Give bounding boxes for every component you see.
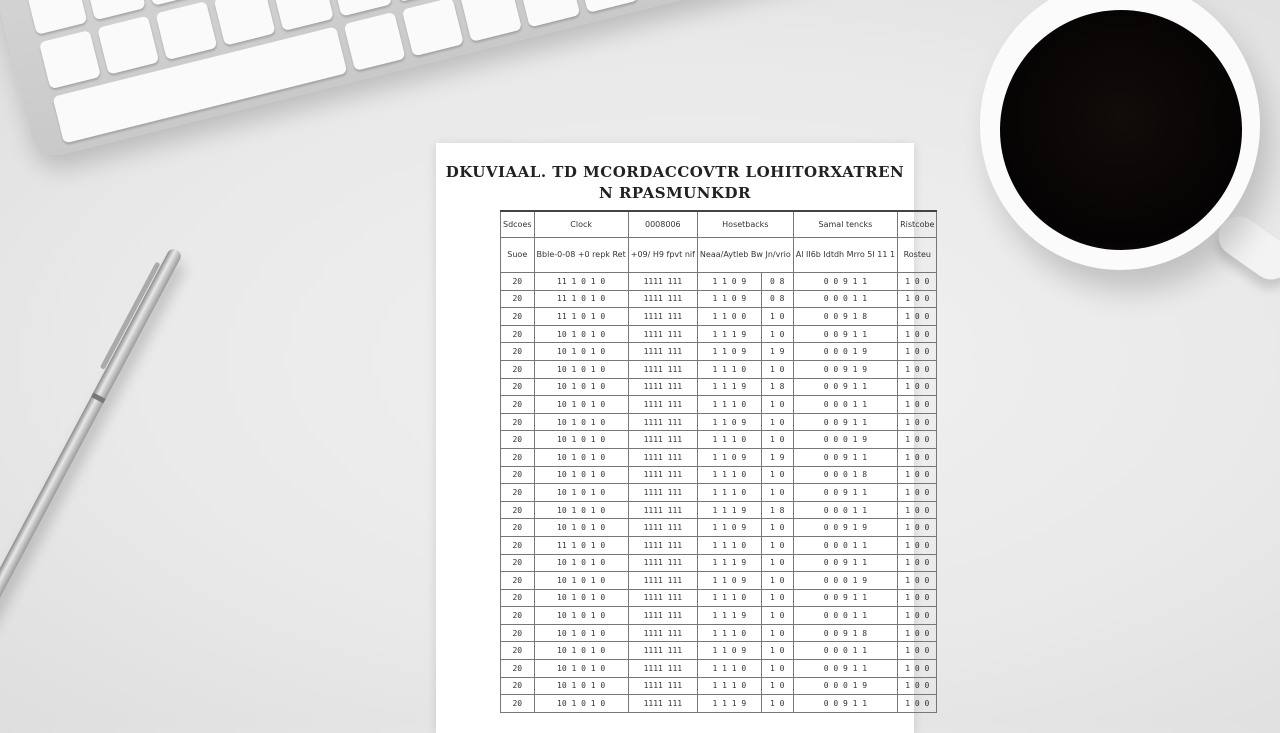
pen	[0, 247, 183, 624]
table-cell: 1111 111	[628, 431, 697, 449]
table-cell: 1 0 0	[898, 660, 937, 678]
table-row	[501, 660, 937, 678]
table-cell: 1 0 0	[898, 607, 937, 625]
table-cell: 1 1 1 0	[697, 589, 761, 607]
table-cell: 1 0 0	[898, 519, 937, 537]
table-cell: 20	[501, 448, 535, 466]
table-cell: 11 1 0 1 0	[534, 273, 628, 291]
table-cell: 1 0	[761, 325, 793, 343]
column-subheader: Bble-0-08 +0 repk Ret	[534, 238, 628, 273]
keyboard-key	[576, 0, 638, 13]
table-cell: 20	[501, 413, 535, 431]
table-cell: 1111 111	[628, 360, 697, 378]
table-cell: 1 1 1 0	[697, 624, 761, 642]
table-cell: 1 0 0	[898, 501, 937, 519]
table-cell: 1 1 1 0	[697, 396, 761, 414]
table-cell: 20	[501, 519, 535, 537]
table-cell: 10 1 0 1 0	[534, 378, 628, 396]
table-cell: 1111 111	[628, 448, 697, 466]
table-cell: 0 0 9 1 8	[793, 308, 897, 326]
table-cell: 0 0 9 1 1	[793, 660, 897, 678]
table-cell: 1 0 0	[898, 448, 937, 466]
table-cell: 1 0 0	[898, 273, 937, 291]
table-cell: 1 0	[761, 360, 793, 378]
table-cell: 11 1 0 1 0	[534, 290, 628, 308]
table-row	[501, 431, 937, 449]
table-cell: 10 1 0 1 0	[534, 501, 628, 519]
table-cell: 20	[501, 396, 535, 414]
table-cell: 11 1 0 1 0	[534, 308, 628, 326]
table-cell: 20	[501, 572, 535, 590]
table-cell: 0 8	[761, 273, 793, 291]
table-cell: 1111 111	[628, 642, 697, 660]
table-cell: 1 0 0	[898, 642, 937, 660]
table-cell: 20	[501, 378, 535, 396]
table-subheader	[501, 238, 937, 273]
table-cell: 1 0	[761, 624, 793, 642]
table-cell: 10 1 0 1 0	[534, 624, 628, 642]
table-cell: 1111 111	[628, 501, 697, 519]
table-row	[501, 572, 937, 590]
table-row	[501, 448, 937, 466]
table-cell: 10 1 0 1 0	[534, 660, 628, 678]
keyboard-key	[460, 0, 522, 42]
table-cell: 20	[501, 607, 535, 625]
table-cell: 1 1 1 9	[697, 325, 761, 343]
table-cell: 1111 111	[628, 695, 697, 713]
table-cell: 1 0	[761, 396, 793, 414]
table-row	[501, 360, 937, 378]
table-cell: 1111 111	[628, 607, 697, 625]
keyboard	[0, 0, 872, 160]
table-cell: 10 1 0 1 0	[534, 589, 628, 607]
table-cell: 0 0 9 1 1	[793, 273, 897, 291]
column-header: Clock	[534, 211, 628, 238]
table-cell: 1 1 1 9	[697, 501, 761, 519]
table-row	[501, 466, 937, 484]
table-cell: 1 8	[761, 378, 793, 396]
table-row	[501, 536, 937, 554]
column-header: Hosetbacks	[697, 211, 793, 238]
table-cell: 0 0 0 1 1	[793, 396, 897, 414]
table-cell: 1 0 0	[898, 325, 937, 343]
table-cell: 1 0 0	[898, 572, 937, 590]
table-cell: 0 0 0 1 1	[793, 290, 897, 308]
table-row	[501, 308, 937, 326]
table-cell: 1 0	[761, 660, 793, 678]
keyboard-key	[344, 12, 406, 71]
table-cell: 0 0 0 1 1	[793, 501, 897, 519]
table-cell: 1 8	[761, 501, 793, 519]
column-subheader: Suoe	[501, 238, 535, 273]
table-cell: 11 1 0 1 0	[534, 536, 628, 554]
table-cell: 0 8	[761, 290, 793, 308]
table-cell: 1 0 0	[898, 466, 937, 484]
table-row	[501, 695, 937, 713]
table-cell: 1 0 0	[898, 343, 937, 361]
table-cell: 1111 111	[628, 677, 697, 695]
table-cell: 20	[501, 660, 535, 678]
table-cell: 1111 111	[628, 519, 697, 537]
table-cell: 1 1 0 9	[697, 572, 761, 590]
table-cell: 1 0 0	[898, 589, 937, 607]
table-cell: 1 0 0	[898, 554, 937, 572]
table-cell: 10 1 0 1 0	[534, 413, 628, 431]
table-row	[501, 413, 937, 431]
table-cell: 1111 111	[628, 343, 697, 361]
table-cell: 0 0 0 1 1	[793, 536, 897, 554]
table-cell: 1 0	[761, 572, 793, 590]
table-cell: 1 0	[761, 677, 793, 695]
keyboard-key	[155, 1, 217, 60]
table-row	[501, 343, 937, 361]
table-cell: 1 1 0 9	[697, 519, 761, 537]
table-cell: 20	[501, 290, 535, 308]
table-row	[501, 484, 937, 502]
table-cell: 1 1 0 9	[697, 343, 761, 361]
table-row	[501, 396, 937, 414]
table-cell: 20	[501, 677, 535, 695]
column-subheader: Neaa/Aytleb Bw Jn/vrio	[697, 238, 793, 273]
table-cell: 10 1 0 1 0	[534, 607, 628, 625]
table-cell: 1 0	[761, 695, 793, 713]
table-cell: 10 1 0 1 0	[534, 343, 628, 361]
pen-band	[91, 392, 106, 403]
keyboard-key	[402, 0, 464, 56]
table-cell: 1 1 1 9	[697, 695, 761, 713]
keyboard-key	[272, 0, 334, 31]
table-cell: 10 1 0 1 0	[534, 677, 628, 695]
table-cell: 1 0 0	[898, 360, 937, 378]
table-row	[501, 589, 937, 607]
table-cell: 10 1 0 1 0	[534, 554, 628, 572]
table-cell: 1 1 0 9	[697, 273, 761, 291]
table-cell: 20	[501, 501, 535, 519]
table-cell: 1 0	[761, 519, 793, 537]
coffee	[1000, 10, 1242, 250]
table-cell: 1 1 1 9	[697, 378, 761, 396]
table-cell: 1 0 0	[898, 484, 937, 502]
table-row	[501, 624, 937, 642]
table-cell: 1111 111	[628, 466, 697, 484]
table-cell: 1 0 0	[898, 378, 937, 396]
table-cell: 0 0 0 1 1	[793, 642, 897, 660]
table-cell: 20	[501, 589, 535, 607]
keyboard-keys	[25, 0, 813, 144]
table-cell: 1 0	[761, 484, 793, 502]
table-cell: 1 1 0 9	[697, 448, 761, 466]
table-cell: 10 1 0 1 0	[534, 519, 628, 537]
keyboard-key	[39, 30, 101, 89]
table-header	[501, 211, 937, 238]
table-cell: 1 0 0	[898, 536, 937, 554]
table-cell: 1 0 0	[898, 308, 937, 326]
coffee-mug	[980, 0, 1260, 270]
table-cell: 1111 111	[628, 378, 697, 396]
column-header: Samal tencks	[793, 211, 897, 238]
document-title: DKUVIAAL. TD MCORDACCOVTR LOHITORXATREN	[445, 163, 905, 181]
table-cell: 0 0 9 1 1	[793, 448, 897, 466]
table-cell: 20	[501, 554, 535, 572]
table-cell: 10 1 0 1 0	[534, 695, 628, 713]
column-subheader: Rosteu	[898, 238, 937, 273]
table-cell: 1 1 1 0	[697, 360, 761, 378]
table-cell: 1 1 1 9	[697, 607, 761, 625]
table-cell: 1 1 1 0	[697, 536, 761, 554]
table-cell: 1111 111	[628, 273, 697, 291]
table-cell: 1 0	[761, 589, 793, 607]
table-cell: 20	[501, 308, 535, 326]
table-cell: 1 0	[761, 554, 793, 572]
table-cell: 1 0	[761, 607, 793, 625]
table-cell: 1111 111	[628, 396, 697, 414]
table-cell: 20	[501, 325, 535, 343]
table-cell: 0 0 9 1 9	[793, 360, 897, 378]
table-row	[501, 677, 937, 695]
table-cell: 20	[501, 431, 535, 449]
table-cell: 0 0 0 1 9	[793, 343, 897, 361]
table-cell: 0 0 9 1 1	[793, 413, 897, 431]
table-cell: 1111 111	[628, 624, 697, 642]
table-cell: 0 0 9 1 1	[793, 589, 897, 607]
table-cell: 1 1 1 0	[697, 431, 761, 449]
document-subtitle: N RPASMUNKDR	[599, 184, 751, 202]
table-cell: 10 1 0 1 0	[534, 466, 628, 484]
column-subheader: +09/ H9 fpvt nif	[628, 238, 697, 273]
table-row	[501, 554, 937, 572]
table-cell: 0 0 9 1 1	[793, 325, 897, 343]
table-cell: 1111 111	[628, 536, 697, 554]
column-subheader: Al II6b Idtdh Mrro 5I 11 1	[793, 238, 897, 273]
table-cell: 0 0 0 1 1	[793, 607, 897, 625]
table-row	[501, 519, 937, 537]
table-cell: 0 0 0 1 9	[793, 677, 897, 695]
pen-clip	[100, 262, 161, 370]
table-cell: 1 0	[761, 466, 793, 484]
table-cell: 10 1 0 1 0	[534, 448, 628, 466]
table-row	[501, 325, 937, 343]
table-cell: 1 1 1 0	[697, 677, 761, 695]
table-cell: 1 0 0	[898, 396, 937, 414]
table-cell: 20	[501, 695, 535, 713]
table-cell: 1111 111	[628, 589, 697, 607]
table-cell: 20	[501, 624, 535, 642]
table-cell: 1111 111	[628, 413, 697, 431]
table-cell: 1 9	[761, 448, 793, 466]
table-cell: 1111 111	[628, 308, 697, 326]
data-table	[500, 210, 937, 713]
table-cell: 1 1 1 0	[697, 484, 761, 502]
table-cell: 1 1 1 0	[697, 466, 761, 484]
table-cell: 1 0	[761, 308, 793, 326]
table-cell: 0 0 9 1 9	[793, 519, 897, 537]
table-row	[501, 378, 937, 396]
table-cell: 0 0 0 1 8	[793, 466, 897, 484]
table-cell: 0 0 9 1 1	[793, 695, 897, 713]
table-cell: 0 0 9 1 1	[793, 484, 897, 502]
table-cell: 1 0	[761, 431, 793, 449]
table-cell: 1 0 0	[898, 431, 937, 449]
table-cell: 1 0 0	[898, 677, 937, 695]
table-cell: 1111 111	[628, 290, 697, 308]
table-cell: 10 1 0 1 0	[534, 396, 628, 414]
table-cell: 1 0 0	[898, 413, 937, 431]
keyboard-key	[25, 0, 87, 35]
table-cell: 10 1 0 1 0	[534, 360, 628, 378]
column-header: Ristcobe	[898, 211, 937, 238]
table-cell: 20	[501, 536, 535, 554]
table-cell: 1 0	[761, 413, 793, 431]
table-cell: 1 0 0	[898, 624, 937, 642]
table-cell: 1 1 0 0	[697, 308, 761, 326]
table-cell: 10 1 0 1 0	[534, 572, 628, 590]
table-cell: 20	[501, 273, 535, 291]
table-cell: 1 0	[761, 642, 793, 660]
table-cell: 1111 111	[628, 484, 697, 502]
keyboard-key	[214, 0, 276, 46]
table-row	[501, 642, 937, 660]
table-cell: 10 1 0 1 0	[534, 484, 628, 502]
table-cell: 1 1 1 0	[697, 660, 761, 678]
table-cell: 1 1 0 9	[697, 413, 761, 431]
table-cell: 1 0 0	[898, 695, 937, 713]
table-cell: 20	[501, 484, 535, 502]
table-cell: 1111 111	[628, 554, 697, 572]
column-header: 0008006	[628, 211, 697, 238]
table-cell: 0 0 9 1 8	[793, 624, 897, 642]
table-cell: 20	[501, 466, 535, 484]
table-cell: 0 0 0 1 9	[793, 431, 897, 449]
table-row	[501, 501, 937, 519]
table-cell: 1 1 1 9	[697, 554, 761, 572]
table-cell: 0 0 0 1 9	[793, 572, 897, 590]
table-cell: 1 9	[761, 343, 793, 361]
document-sheet	[436, 143, 935, 733]
table-cell: 10 1 0 1 0	[534, 642, 628, 660]
table-cell: 1 1 0 9	[697, 290, 761, 308]
table-cell: 10 1 0 1 0	[534, 431, 628, 449]
table-cell: 1111 111	[628, 325, 697, 343]
table-cell: 0 0 9 1 1	[793, 554, 897, 572]
table-cell: 20	[501, 360, 535, 378]
table-cell: 1 0	[761, 536, 793, 554]
table-cell: 1111 111	[628, 660, 697, 678]
table-cell: 20	[501, 343, 535, 361]
table-cell: 1111 111	[628, 572, 697, 590]
table-row	[501, 607, 937, 625]
table-row	[501, 273, 937, 291]
table-row	[501, 290, 937, 308]
column-header: Sdcoes	[501, 211, 535, 238]
table-cell: 1 1 0 9	[697, 642, 761, 660]
table-cell: 10 1 0 1 0	[534, 325, 628, 343]
keyboard-key	[518, 0, 580, 27]
table-cell: 20	[501, 642, 535, 660]
table-cell: 1 0 0	[898, 290, 937, 308]
keyboard-key	[97, 16, 159, 75]
table-cell: 0 0 9 1 1	[793, 378, 897, 396]
